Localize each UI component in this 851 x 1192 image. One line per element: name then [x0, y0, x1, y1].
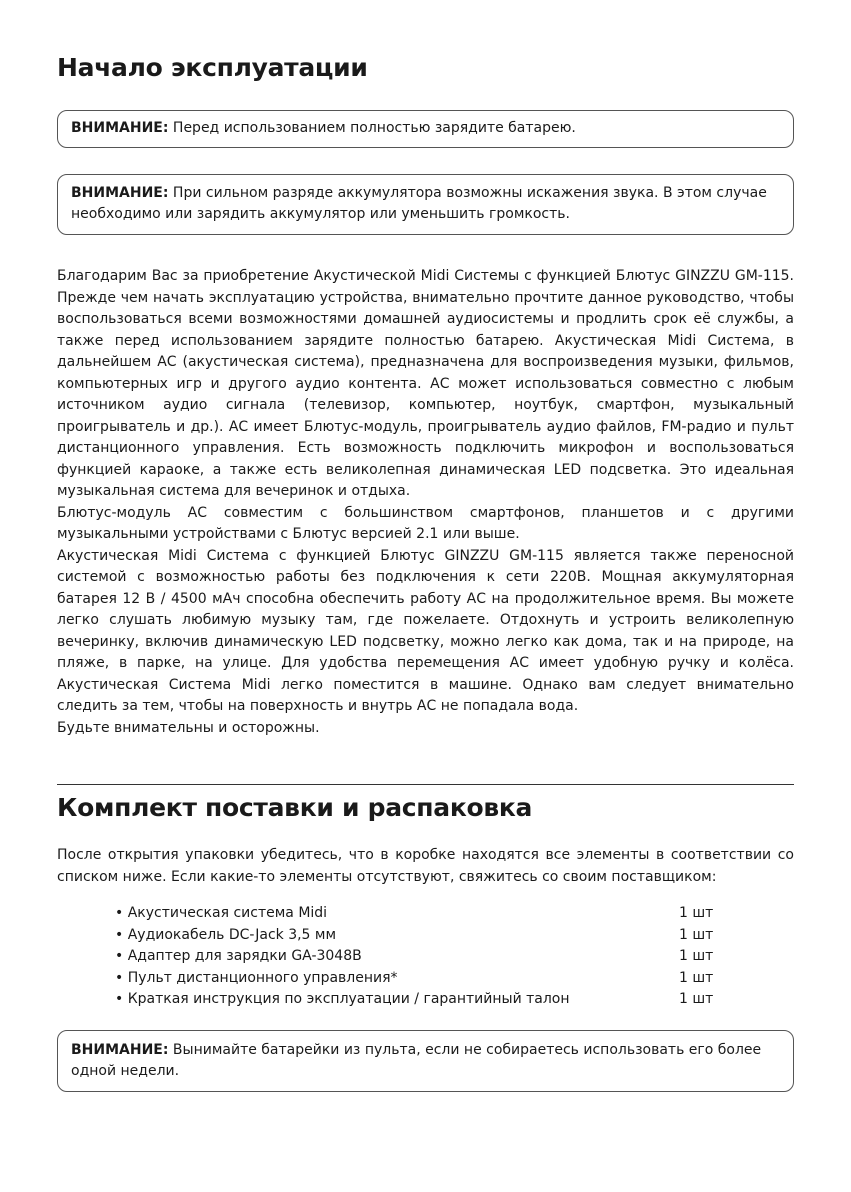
item-qty: 1 шт	[679, 948, 714, 964]
list-item	[115, 903, 715, 925]
item-name: • Краткая инструкция по эксплуатации / гарантийный талон	[115, 991, 570, 1007]
warning-text: При сильном разряде аккумулятора возможны искажения звука. В этом случае необходимо или зарядить аккумулятор или уменьшить громкость.	[71, 185, 767, 222]
section-title-getting-started: Начало эксплуатации	[57, 53, 368, 82]
warning-text: Вынимайте батарейки из пульта, если не собираетесь использовать его более одной недели.	[71, 1042, 762, 1079]
warning-box-discharge	[57, 174, 794, 235]
paragraph: Благодарим Вас за приобретение Акустической Midi Системы с функцией Блютус GINZZU GM-115. Прежде чем начать эксплуатацию устройства, внимательно прочтите данное руководство, чтобы воспользоваться всеми возможностями домашней аудиосистемы и продлить срок её службы, а также перед использованием зарядите полностью батарею. Акустическая Midi Система, в дальнейшем АС (акустическая система), предназначена для воспроизведения музыки, фильмов, компьютерных игр и другого аудио контента. АС может использоваться совместно с любым источником аудио сигнала (телевизор, компьютер, ноутбук, смартфон, музыкальный проигрыватель и др.). АС имеет Блютус-модуль, проигрыватель аудио файлов, FM-радио и пульт дистанционного управления. Есть возможность подключить микрофон и воспользоваться функцией караоке, а также есть великолепная динамическая LED подсветка. Это идеальная музыкальная система для вечеринок и отдыха.	[57, 268, 794, 499]
item-qty: 1 шт	[679, 991, 714, 1007]
list-item	[115, 925, 715, 947]
paragraph: После открытия упаковки убедитесь, что в коробке находятся все элементы в соответствии со списком ниже. Если какие-то элементы отсутствуют, свяжитесь со своим поставщиком:	[57, 847, 794, 885]
warning-label: ВНИМАНИЕ:	[71, 185, 169, 201]
warning-box-charge	[57, 110, 794, 148]
item-qty: 1 шт	[679, 905, 714, 921]
item-name: • Адаптер для зарядки GA-3048B	[115, 948, 362, 964]
item-qty: 1 шт	[679, 969, 714, 986]
item-qty: 1 шт	[679, 926, 714, 943]
warning-label: ВНИМАНИЕ:	[71, 1042, 169, 1058]
list-item	[115, 946, 715, 968]
intro-text	[57, 266, 794, 739]
item-name: • Акустическая система Midi	[115, 905, 328, 921]
item-name: • Аудиокабель DC-Jack 3,5 мм	[115, 926, 337, 943]
section-title-package-contents: Комплект поставки и распаковка	[57, 793, 533, 822]
paragraph: Блютус-модуль АС совместим с большинством смартфонов, планшетов и с другими музыкальными устройствами с Блютус версией 2.1 или выше.	[57, 504, 794, 542]
warning-label: ВНИМАНИЕ:	[71, 120, 169, 136]
list-item	[115, 989, 715, 1011]
paragraph: Акустическая Midi Система с функцией Блютус GINZZU GM-115 является также переносной системой с возможностью работы без подключения к сети 220В. Мощная аккумуляторная батарея 12 В / 4500 мАч способна обеспечить работу АС на продолжительное время. Вы можете легко слушать любимую музыку там, где пожелаете. Отдохнуть и устроить великолепную вечеринку, включив динамическую LED подсветку, можно легко как дома, так и на природе, на пляже, в парке, на улице. Для удобства перемещения АС имеет удобную ручку и колёса. Акустическая Система Midi легко поместится в машине. Однако вам следует внимательно следить за тем, чтобы на поверхность и внутрь АС не попадала вода.	[57, 547, 794, 714]
paragraph: Будьте внимательны и осторожны.	[57, 719, 320, 736]
warning-text: Перед использованием полностью зарядите батарею.	[168, 120, 576, 136]
unpack-intro	[57, 845, 794, 888]
contents-list	[115, 903, 715, 1011]
section-divider	[57, 784, 794, 785]
list-item	[115, 968, 715, 990]
item-name: • Пульт дистанционного управления*	[115, 969, 398, 986]
warning-box-batteries	[57, 1030, 794, 1092]
